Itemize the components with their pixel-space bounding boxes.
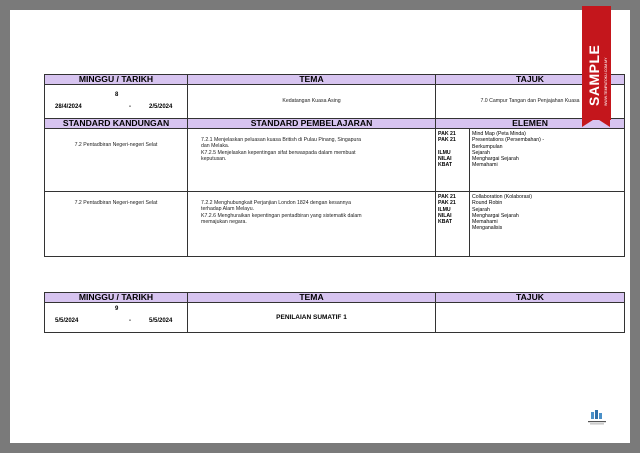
elemen-code: PAK 21	[438, 194, 456, 200]
elemen-item: Memahami	[472, 219, 498, 226]
week-date-cell	[45, 85, 188, 119]
ribbon-tail	[582, 118, 610, 127]
elemen-code: NILAI	[438, 212, 452, 219]
sample-ribbon	[582, 6, 611, 120]
date-start: 28/4/2024	[55, 104, 82, 110]
header-tajuk: TAJUK	[436, 75, 625, 85]
tema-value: Kedatangan Kuasa Asing	[188, 85, 436, 119]
publisher-logo-icon	[586, 408, 608, 426]
elemen-code: PAK 21	[438, 137, 456, 144]
sk-cell: 7.2 Pentadbiran Negeri-negeri Selat	[45, 192, 188, 257]
elemen-code: PAK 21	[438, 131, 456, 137]
header-minggu: MINGGU / TARIKH	[45, 293, 188, 303]
elemen-code: PAK 21	[438, 200, 456, 207]
elemen-code: ILMU	[438, 206, 451, 213]
weekly-plan-table-1	[44, 74, 625, 257]
tema-value: PENILAIAN SUMATIF 1	[188, 303, 436, 333]
week-date-cell	[45, 303, 188, 333]
sample-watermark-text: SAMPLE	[586, 44, 602, 106]
document-page	[10, 10, 630, 443]
header-minggu: MINGGU / TARIKH	[45, 75, 188, 85]
tajuk-value	[436, 303, 625, 333]
tajuk-value: 7.0 Campur Tangan dan Penjajahan Kuasa	[436, 85, 625, 119]
week-number: 8	[115, 92, 119, 98]
date-dash: -	[129, 318, 131, 324]
sp-line: 7.2.1 Menjelaskan peluasan kuasa British di Pulau Pinang, Singapura	[201, 137, 362, 143]
sp-line: 7.2.2 Menghubungkait Perjanjian London 1824 dengan kesannya	[201, 200, 351, 206]
elemen-item: Sejarah	[472, 206, 490, 213]
sp-line: dan Melaka.	[201, 143, 230, 150]
date-start: 5/5/2024	[55, 318, 79, 324]
sp-line: terhadap Alam Melayu.	[201, 206, 255, 213]
elemen-code: NILAI	[438, 156, 452, 163]
sp-line: K7.2.5 Menjelaskan kepentingan sifat berwaspada dalam membuat	[201, 149, 356, 156]
elemen-item: Menghargai Sejarah	[472, 156, 519, 163]
elemen-item: Menghargai Sejarah	[472, 212, 519, 219]
elemen-items	[470, 129, 625, 192]
sp-line: memajukan negara.	[201, 218, 247, 225]
elemen-codes	[436, 129, 470, 192]
sp-line: K7.2.6 Menghuraikan kepentingan pentadbiran yang sistematik dalam	[201, 212, 362, 219]
elemen-item: Collaboration (Kolaborasi)	[472, 194, 532, 200]
sample-watermark-url: WWW.TEMPATOKU.COM.MY	[604, 57, 608, 106]
elemen-codes	[436, 192, 470, 257]
week-number: 9	[115, 306, 119, 312]
elemen-item: Presentations (Persembahan) -	[472, 137, 545, 144]
header-standard-pembelajaran: STANDARD PEMBELAJARAN	[188, 119, 436, 129]
elemen-item: Memahami	[472, 162, 498, 169]
elemen-item: Round Robin	[472, 200, 503, 207]
elemen-code: KBAT	[438, 219, 453, 226]
header-tema: TEMA	[188, 293, 436, 303]
elemen-code: KBAT	[438, 162, 453, 169]
header-tema: TEMA	[188, 75, 436, 85]
sp-line: keputusan.	[201, 155, 227, 162]
header-standard-kandungan: STANDARD KANDUNGAN	[45, 119, 188, 129]
sp-cell	[188, 192, 436, 257]
weekly-plan-table-2	[44, 292, 625, 333]
elemen-item: Berkumpulan	[472, 143, 503, 150]
elemen-code: ILMU	[438, 149, 451, 156]
sp-cell	[188, 129, 436, 192]
date-end: 2/5/2024	[149, 104, 173, 110]
elemen-items	[470, 192, 625, 257]
sk-cell: 7.2 Pentadbiran Negeri-negeri Selat	[45, 129, 188, 192]
elemen-item: Sejarah	[472, 149, 490, 156]
header-elemen: ELEMEN	[436, 119, 625, 129]
date-end: 5/5/2024	[149, 318, 173, 324]
date-dash: -	[129, 104, 131, 110]
elemen-item: Mind Map (Peta Minda)	[472, 131, 526, 137]
header-tajuk: TAJUK	[436, 293, 625, 303]
elemen-item: Menganalisis	[472, 225, 503, 232]
